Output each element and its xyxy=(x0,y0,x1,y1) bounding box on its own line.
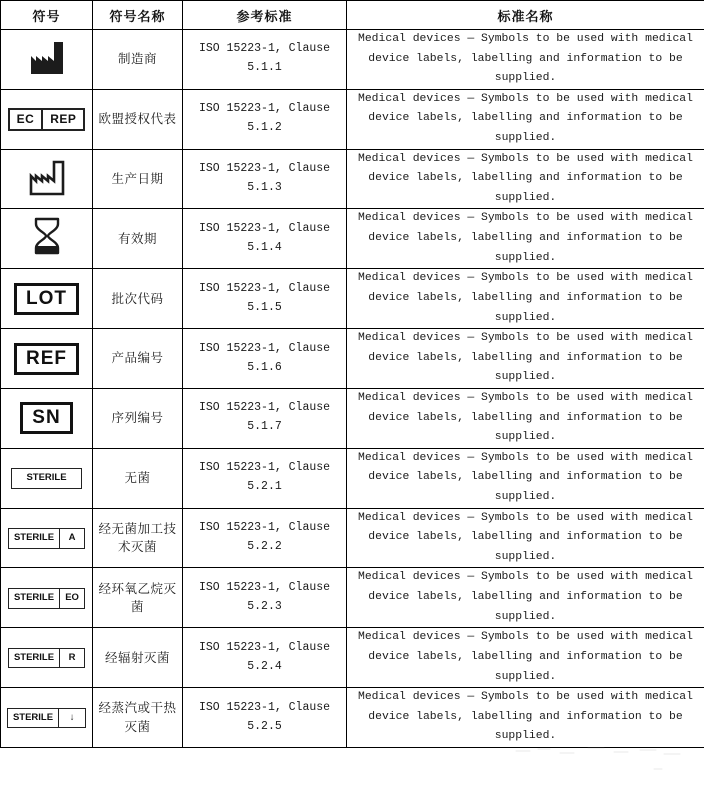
symbol-name: 制造商 xyxy=(93,30,183,90)
sterile-label: STERILE xyxy=(13,532,55,544)
table-row xyxy=(1,149,704,209)
sterile-method-mark: A xyxy=(59,529,84,548)
sterile-r-icon xyxy=(8,648,85,669)
reference-standard: ISO 15223-1, Clause 5.2.3 xyxy=(183,568,347,628)
symbol-cell xyxy=(1,329,93,389)
standard-name: Medical devices — Symbols to be used with medical device labels, labelling and information to be supplied. xyxy=(347,568,704,628)
symbol-cell xyxy=(1,209,93,269)
reference-standard: ISO 15223-1, Clause 5.2.1 xyxy=(183,448,347,508)
table-header xyxy=(1,1,704,30)
symbol-cell xyxy=(1,628,93,688)
table-row xyxy=(1,688,704,748)
standard-name: Medical devices — Symbols to be used with medical device labels, labelling and information to be supplied. xyxy=(347,448,704,508)
symbol-cell xyxy=(1,388,93,448)
symbol-cell xyxy=(1,688,93,748)
factory-solid-icon xyxy=(25,38,69,76)
standard-name: Medical devices — Symbols to be used with medical device labels, labelling and information to be supplied. xyxy=(347,508,704,568)
symbol-name: 经蒸汽或干热灭菌 xyxy=(93,688,183,748)
standard-name: Medical devices — Symbols to be used with medical device labels, labelling and information to be supplied. xyxy=(347,329,704,389)
reference-standard: ISO 15223-1, Clause 5.1.2 xyxy=(183,89,347,149)
sterile-icon xyxy=(11,468,81,489)
reference-standard: ISO 15223-1, Clause 5.1.3 xyxy=(183,149,347,209)
table-row xyxy=(1,628,704,688)
symbol-name: 经环氧乙烷灭菌 xyxy=(93,568,183,628)
symbol-cell xyxy=(1,30,93,90)
table-header-row xyxy=(1,1,704,30)
symbol-cell xyxy=(1,508,93,568)
table-row xyxy=(1,209,704,269)
reference-standard: ISO 15223-1, Clause 5.1.5 xyxy=(183,269,347,329)
column-header-standard-name: 标准名称 xyxy=(347,1,704,30)
sterile-label: STERILE xyxy=(12,711,54,723)
symbol-cell xyxy=(1,149,93,209)
standard-name: Medical devices — Symbols to be used with medical device labels, labelling and information to be supplied. xyxy=(347,388,704,448)
sn-box-icon: SN xyxy=(20,402,72,434)
standard-name: Medical devices — Symbols to be used with medical device labels, labelling and information to be supplied. xyxy=(347,628,704,688)
symbol-name: 产品编号 xyxy=(93,329,183,389)
reference-standard: ISO 15223-1, Clause 5.2.2 xyxy=(183,508,347,568)
sterile-label: STERILE xyxy=(13,592,55,604)
reference-standard: ISO 15223-1, Clause 5.1.7 xyxy=(183,388,347,448)
table-row xyxy=(1,89,704,149)
standard-name: Medical devices — Symbols to be used with medical device labels, labelling and information to be supplied. xyxy=(347,30,704,90)
column-header-symbol-name: 符号名称 xyxy=(93,1,183,30)
ec-rep-right-label: REP xyxy=(41,110,83,129)
factory-outline-icon xyxy=(25,158,69,196)
standard-name: Medical devices — Symbols to be used with medical device labels, labelling and information to be supplied. xyxy=(347,89,704,149)
sterile-eo-icon xyxy=(8,588,85,609)
standard-name: Medical devices — Symbols to be used with medical device labels, labelling and information to be supplied. xyxy=(347,149,704,209)
symbol-name: 欧盟授权代表 xyxy=(93,89,183,149)
reference-standard: ISO 15223-1, Clause 5.2.4 xyxy=(183,628,347,688)
table-row xyxy=(1,448,704,508)
sterile-label: STERILE xyxy=(13,651,55,663)
symbol-cell xyxy=(1,89,93,149)
hourglass-icon xyxy=(27,215,67,257)
table-row xyxy=(1,30,704,90)
ref-box-icon: REF xyxy=(14,343,79,375)
ec-rep-icon xyxy=(8,108,86,131)
table-row xyxy=(1,388,704,448)
reference-standard: ISO 15223-1, Clause 5.1.4 xyxy=(183,209,347,269)
table-row xyxy=(1,508,704,568)
symbol-cell xyxy=(1,568,93,628)
reference-standard: ISO 15223-1, Clause 5.2.5 xyxy=(183,688,347,748)
column-header-reference-standard: 参考标准 xyxy=(183,1,347,30)
symbol-name: 经辐射灭菌 xyxy=(93,628,183,688)
sterile-steam-icon xyxy=(7,708,86,729)
symbol-name: 序列编号 xyxy=(93,388,183,448)
symbol-name: 生产日期 xyxy=(93,149,183,209)
sterile-label: STERILE xyxy=(26,472,67,484)
down-arrow-icon: ↓ xyxy=(58,709,85,728)
lot-box-icon: LOT xyxy=(14,283,79,315)
sterile-method-mark: EO xyxy=(59,589,84,608)
column-header-symbol: 符号 xyxy=(1,1,93,30)
reference-standard: ISO 15223-1, Clause 5.1.1 xyxy=(183,30,347,90)
symbol-name: 无菌 xyxy=(93,448,183,508)
symbol-name: 有效期 xyxy=(93,209,183,269)
symbol-name: 批次代码 xyxy=(93,269,183,329)
reference-standard: ISO 15223-1, Clause 5.1.6 xyxy=(183,329,347,389)
table-row xyxy=(1,329,704,389)
symbol-name: 经无菌加工技术灭菌 xyxy=(93,508,183,568)
symbol-cell xyxy=(1,448,93,508)
standard-name: Medical devices — Symbols to be used with medical device labels, labelling and information to be supplied. xyxy=(347,688,704,748)
sterile-a-icon xyxy=(8,528,85,549)
table-row xyxy=(1,269,704,329)
symbol-cell xyxy=(1,269,93,329)
sterile-method-mark: R xyxy=(59,649,84,668)
ec-rep-left-label: EC xyxy=(16,111,35,126)
table-row xyxy=(1,568,704,628)
standard-name: Medical devices — Symbols to be used with medical device labels, labelling and information to be supplied. xyxy=(347,269,704,329)
standard-name: Medical devices — Symbols to be used with medical device labels, labelling and information to be supplied. xyxy=(347,209,704,269)
table-body xyxy=(1,30,704,748)
